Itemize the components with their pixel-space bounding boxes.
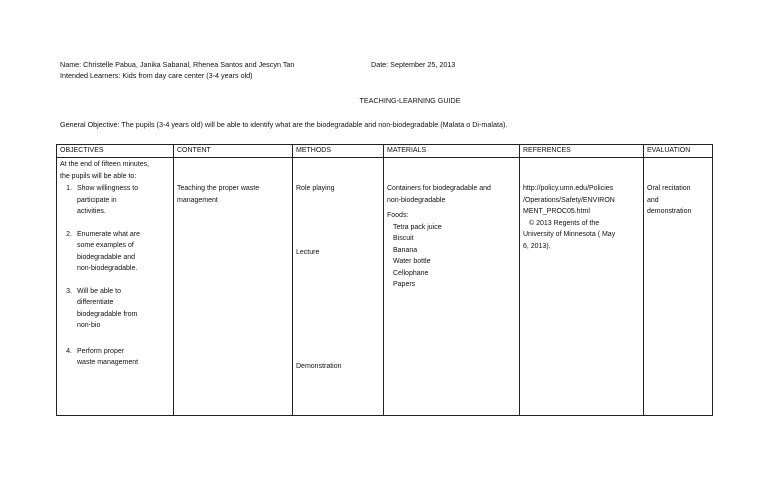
method-demonstration: Demonstration: [296, 363, 342, 370]
objective-line: biodegradable from: [77, 310, 138, 318]
reference-url-line: MENT_PROC05.html: [523, 208, 590, 215]
method-lecture: Lecture: [296, 249, 320, 256]
reference-url-line: /Operations/Safety/ENVIRON: [523, 196, 615, 204]
objective-item: [60, 183, 170, 218]
objectives-cell: [57, 158, 174, 416]
table-row: [57, 158, 713, 416]
objective-number: 3.: [66, 287, 72, 295]
methods-cell: [293, 158, 384, 416]
materials-cell: [384, 158, 520, 416]
general-objective: General Objective: The pupils (3-4 years old) will be able to identify what are the biodegradable and non-biodegradable (Malata o Di-malata).: [60, 120, 508, 129]
food-item: Banana: [393, 246, 418, 254]
objectives-list: [60, 183, 170, 369]
objectives-intro-line: the pupils will be able to:: [60, 172, 137, 180]
objective-number: 4.: [66, 347, 72, 355]
foods-label: Foods:: [387, 212, 409, 219]
objective-item: [60, 346, 170, 369]
date-line: Date: September 25, 2013: [371, 60, 456, 69]
food-item: Tetra pack juice: [393, 223, 442, 231]
evaluation-line: Oral recitation: [647, 185, 691, 192]
objective-number: 1.: [66, 185, 72, 192]
objective-item: [60, 286, 170, 332]
header-objectives: OBJECTIVES: [57, 145, 174, 158]
reference-line: © 2013 Regents of the: [529, 219, 600, 227]
header-evaluation: EVALUATION: [644, 145, 713, 158]
header-references: REFERENCES: [520, 145, 644, 158]
references-cell: [520, 158, 644, 416]
reference-url-line: http://policy.umn.edu/Policies: [523, 185, 614, 192]
objective-line: Show willingness to: [77, 185, 139, 192]
method-role-playing: Role playing: [296, 185, 335, 192]
header-methods: METHODS: [293, 145, 384, 158]
content-line: management: [177, 196, 218, 204]
header-content: CONTENT: [174, 145, 293, 158]
objective-line: some examples of: [77, 242, 134, 249]
objective-line: waste management: [77, 359, 139, 366]
content-line: Teaching the proper waste: [177, 185, 260, 192]
reference-line: University of Minnesota ( May: [523, 231, 616, 238]
content-cell: [174, 158, 293, 416]
materials-line: Containers for biodegradable and: [387, 185, 491, 192]
objective-line: non-biodegradable.: [77, 265, 138, 272]
objective-item: [60, 229, 170, 275]
objective-line: Perform proper: [77, 347, 125, 355]
objective-line: activities.: [77, 208, 106, 215]
reference-line: 6, 2013).: [523, 242, 551, 250]
learners-line: Intended Learners: Kids from day care center (3-4 years old): [60, 71, 253, 80]
food-item: Water bottle: [393, 258, 431, 265]
evaluation-line: demonstration: [647, 208, 692, 215]
objective-line: participate in: [77, 196, 117, 204]
teaching-guide-table: [56, 144, 713, 416]
objective-line: non-bio: [77, 322, 101, 329]
materials-line: non-biodegradable: [387, 196, 446, 204]
food-item: Papers: [393, 281, 416, 288]
objective-line: Enumerate what are: [77, 230, 141, 238]
food-item: Biscuit: [393, 235, 414, 242]
objectives-intro-line: At the end of fifteen minutes,: [60, 161, 150, 168]
objective-line: differentiate: [77, 299, 114, 306]
header-materials: MATERIALS: [384, 145, 520, 158]
food-item: Cellophane: [393, 269, 429, 277]
name-line: Name: Christelle Pabua, Janika Sabanal, Rhenea Santos and Jescyn Tan: [60, 60, 295, 69]
evaluation-cell: [644, 158, 713, 416]
table-header-row: [57, 145, 713, 158]
document-title: TEACHING-LEARNING GUIDE: [359, 96, 461, 105]
objective-line: Will be able to: [77, 287, 121, 295]
objective-number: 2.: [66, 230, 72, 238]
objective-line: biodegradable and: [77, 253, 135, 261]
evaluation-line: and: [647, 196, 659, 204]
